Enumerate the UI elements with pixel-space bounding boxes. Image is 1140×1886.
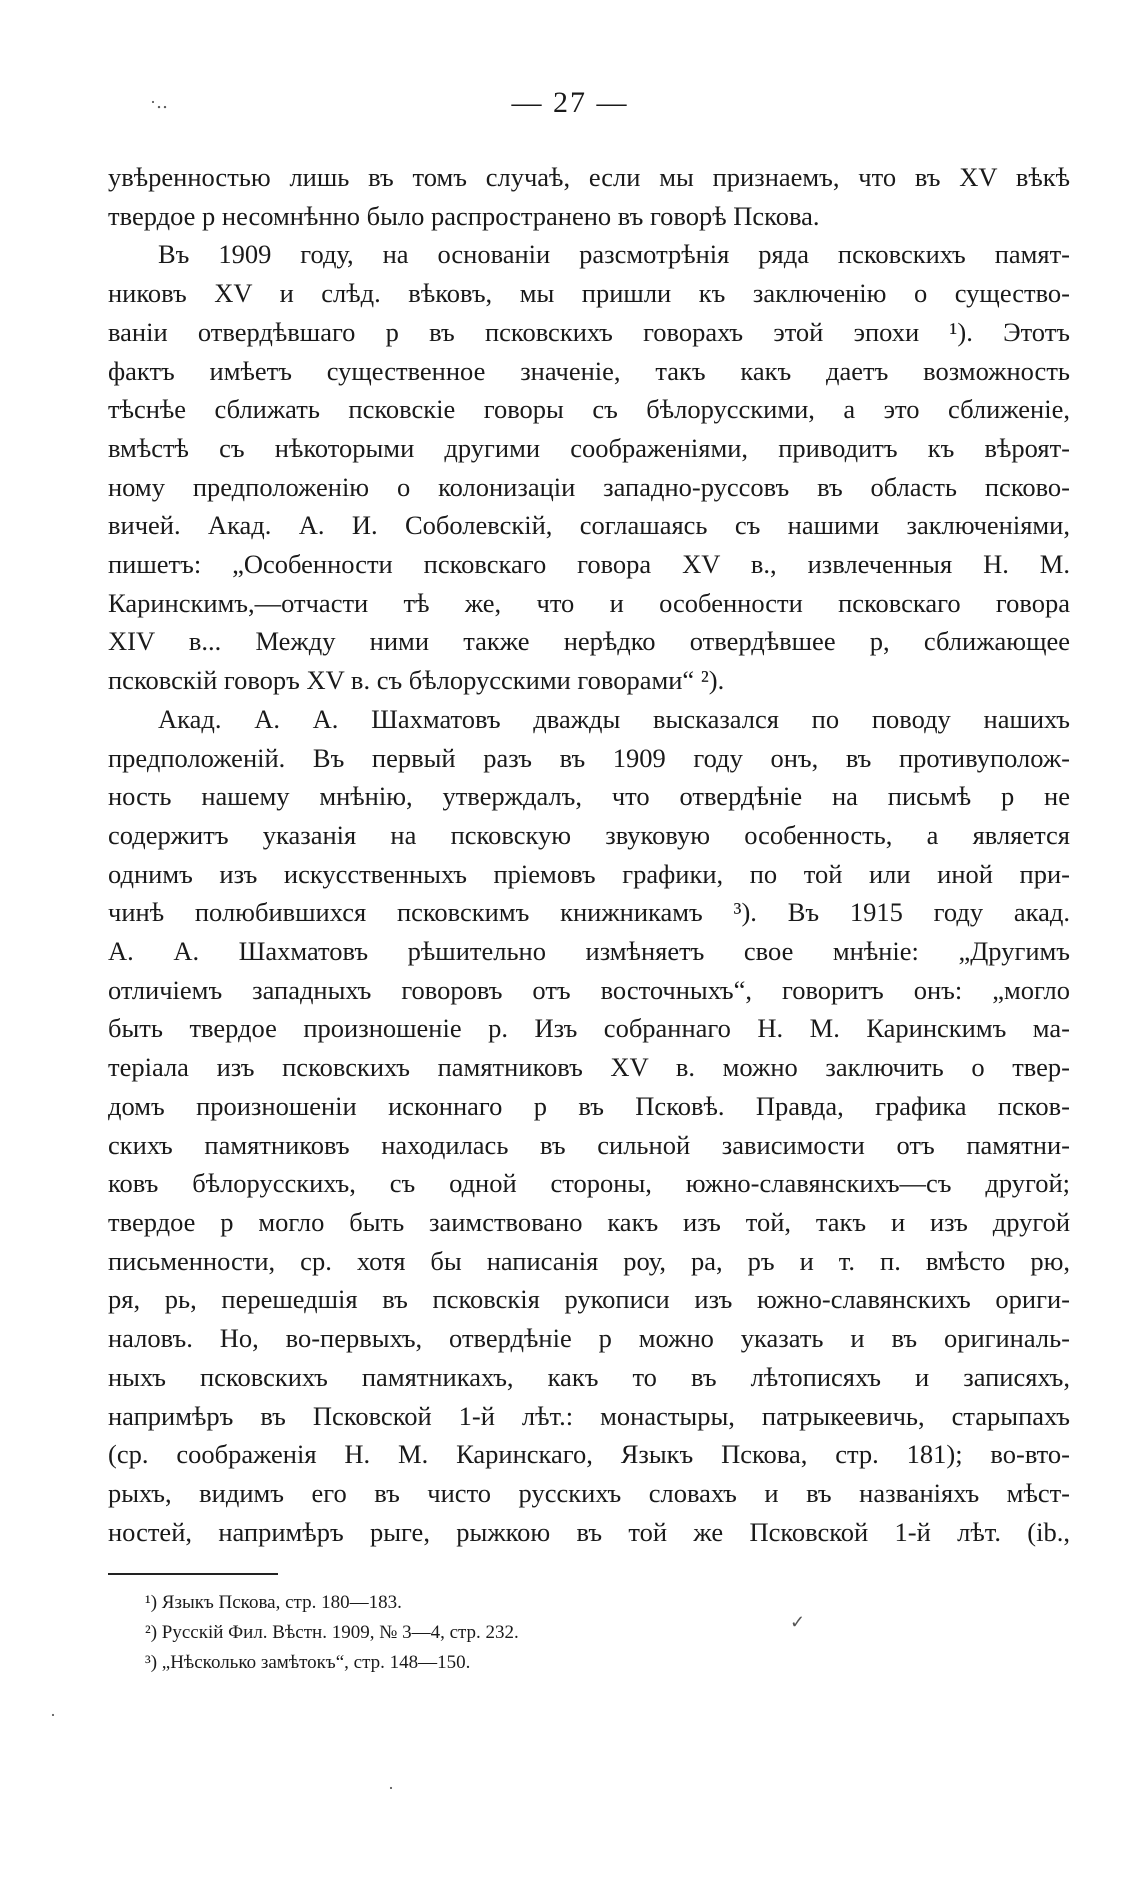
- text-line: вичей. Акад. А. И. Соболевскій, соглашаясь съ нашими заключеніями,: [108, 510, 1070, 541]
- text-line: твердое р несомнѣнно было распространено въ говорѣ Пскова.: [108, 200, 820, 231]
- text-line: ря, рь, перешедшія въ псковскія рукописи изъ южно-славянскихъ ориги-: [108, 1284, 1070, 1315]
- text-line: домъ произношеніи исконнаго р въ Псковѣ. Правда, графика псков-: [108, 1090, 1070, 1121]
- text-line: чинѣ полюбившихся псковскимъ книжникамъ ³). Въ 1915 году акад.: [108, 897, 1070, 928]
- text-line: пишетъ: „Особенности псковскаго говора XV в., извлеченныя Н. М.: [108, 549, 1070, 580]
- text-line: псковскій говоръ XV в. съ бѣлорусскими говорами“ ²).: [108, 665, 725, 696]
- footnote-divider: [108, 1573, 278, 1575]
- footnote: ¹) Языкъ Пскова, стр. 180—183.: [145, 1592, 402, 1613]
- text-line: никовъ XV и слѣд. вѣковъ, мы пришли къ заключенію о существо-: [108, 278, 1070, 309]
- text-line: наловъ. Но, во-первыхъ, отвердѣніе р можно указать и въ оригиналь-: [108, 1323, 1070, 1354]
- scan-speck: ✓: [790, 1612, 806, 1632]
- scan-speck: ·: [388, 1778, 394, 1798]
- text-line: тѣснѣе сближать псковскіе говоры съ бѣлорусскими, а это сближеніе,: [108, 394, 1070, 425]
- text-line: ваніи отвердѣвшаго р въ псковскихъ говорахъ этой эпохи ¹). Этотъ: [108, 316, 1070, 347]
- body-text: [108, 158, 1070, 1551]
- text-line: рыхъ, видимъ его въ чисто русскихъ словахъ и въ названіяхъ мѣст-: [108, 1477, 1070, 1508]
- text-line: А. А. Шахматовъ рѣшительно измѣняетъ свое мнѣніе: „Другимъ: [108, 936, 1070, 967]
- text-line: ковъ бѣлорусскихъ, съ одной стороны, южно-славянскихъ—съ другой;: [108, 1168, 1070, 1199]
- footnote: ²) Русскій Фил. Вѣстн. 1909, № 3—4, стр. 232.: [145, 1622, 519, 1643]
- text-line: (ср. соображенія Н. М. Каринскаго, Языкъ Пскова, стр. 181); во-вто-: [108, 1439, 1070, 1470]
- text-line: Въ 1909 году, на основаніи разсмотрѣнія ряда псковскихъ памят-: [158, 239, 1070, 270]
- text-line: предположеній. Въ первый разъ въ 1909 году онъ, въ противуполож-: [108, 742, 1070, 773]
- text-line: Акад. А. А. Шахматовъ дважды высказался по поводу нашихъ: [158, 703, 1070, 734]
- text-line: ному предположенію о колонизаціи западно-руссовъ въ область псково-: [108, 471, 1070, 502]
- page-number: — 27 —: [511, 86, 629, 119]
- text-line: ность нашему мнѣнію, утверждалъ, что отвердѣніе на письмѣ р не: [108, 781, 1070, 812]
- text-line: твердое р могло быть заимствовано какъ изъ той, такъ и изъ другой: [108, 1206, 1070, 1237]
- scan-speck: ·: [50, 1705, 56, 1725]
- text-line: отличіемъ западныхъ говоровъ отъ восточныхъ“, говоритъ онъ: „могло: [108, 974, 1070, 1005]
- text-line: теріала изъ псковскихъ памятниковъ XV в. можно заключить о твер-: [108, 1052, 1070, 1083]
- text-line: ностей, напримѣръ рыге, рыжкою въ той же Псковской 1-й лѣт. (ib.,: [108, 1516, 1070, 1547]
- text-line: вмѣстѣ съ нѣкоторыми другими соображеніями, приводитъ къ вѣроят-: [108, 432, 1070, 463]
- text-line: XIV в... Между ними также нерѣдко отвердѣвшее р, сближающее: [108, 626, 1070, 657]
- footnote: ³) „Нѣсколько замѣтокъ“, стр. 148—150.: [145, 1652, 471, 1673]
- text-line: скихъ памятниковъ находилась въ сильной зависимости отъ памятни-: [108, 1129, 1070, 1160]
- footnotes: [145, 1588, 1045, 1678]
- text-line: письменности, ср. хотя бы написанія роу, ра, ръ и т. п. вмѣсто рю,: [108, 1245, 1070, 1276]
- text-line: быть твердое произношеніе р. Изъ собраннаго Н. М. Каринскимъ ма-: [108, 1013, 1070, 1044]
- text-line: напримѣръ въ Псковской 1-й лѣт.: монастыры, патрыкеевичь, старыпахъ: [108, 1400, 1070, 1431]
- text-line: однимъ изъ искусственныхъ пріемовъ графики, по той или иной при-: [108, 858, 1070, 889]
- text-line: увѣренностью лишь въ томъ случаѣ, если мы признаемъ, что въ XV вѣкѣ: [108, 162, 1070, 192]
- text-line: ныхъ псковскихъ памятникахъ, какъ то въ лѣтописяхъ и записяхъ,: [108, 1361, 1070, 1392]
- text-line: содержитъ указанія на псковскую звуковую особенность, а является: [108, 819, 1070, 850]
- scan-speck: ·‥: [150, 92, 168, 112]
- text-line: фактъ имѣетъ существенное значеніе, такъ какъ даетъ возможность: [108, 355, 1070, 386]
- text-line: Каринскимъ,—отчасти тѣ же, что и особенности псковскаго говора: [108, 587, 1070, 618]
